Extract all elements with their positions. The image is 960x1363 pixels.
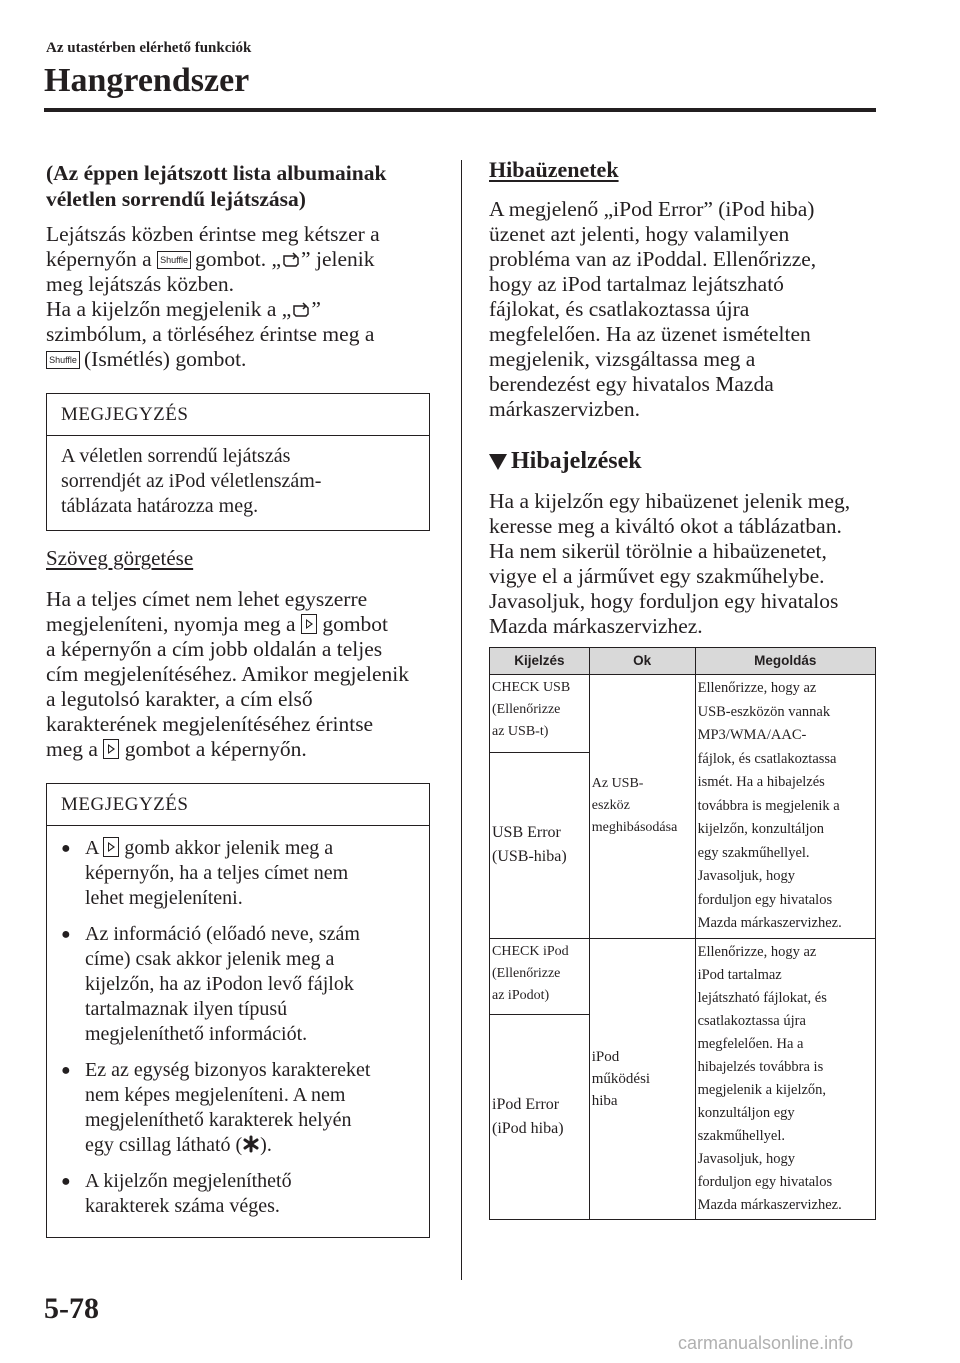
text-line: [46, 612, 446, 637]
note-bullet: [61, 836, 415, 911]
cell-line: hibajelzés továbbra is: [697, 1058, 824, 1075]
text-fragment: meg a: [46, 737, 98, 761]
table-header-row: [490, 648, 876, 675]
cause-cell: [589, 938, 695, 1219]
page-title: Hangrendszer: [44, 62, 250, 99]
text-line: [85, 836, 348, 861]
text-line: Ha nem sikerül törölnie a hibaüzenetet,: [489, 539, 827, 563]
text-line: berendezést egy hivatalos Mazda: [489, 372, 774, 396]
text-fragment: gomb akkor jelenik meg a: [124, 837, 334, 859]
cell-line: iPod tartalmaz: [697, 966, 782, 983]
cell-line: Az USB-: [591, 776, 644, 792]
text-line: nem képes megjeleníteni. A nem: [85, 1084, 346, 1106]
text-line: márkaszervizben.: [489, 397, 641, 421]
scroll-paragraph: [46, 587, 446, 762]
cell-line: forduljon egy hivatalos: [697, 891, 833, 908]
text-line: vigye el a járművet egy szakműhelybe.: [489, 564, 825, 588]
repeat-icon: [291, 302, 311, 318]
text-fragment: Ha a kijelzőn megjelenik a „: [46, 297, 292, 321]
cell-line: (iPod hiba): [492, 1119, 564, 1137]
cell-line: kijelzőn, konzultáljon: [697, 821, 825, 837]
cell-line: iPod: [591, 1048, 620, 1065]
cell-line: CHECK iPod: [492, 943, 569, 959]
error-messages-heading: Hibaüzenetek: [489, 157, 619, 182]
cell-line: ismét. Ha a hibajelzés: [697, 774, 825, 790]
text-line: A kijelzőn megjeleníthető: [85, 1170, 292, 1192]
text-line: cím megjelenítéséhez. Amikor megjelenik: [46, 662, 409, 686]
cell-line: szakműhellyel.: [697, 1127, 785, 1144]
text-line: karakterének megjelenítéséhez érintse: [46, 712, 374, 736]
cell-line: az USB-t): [492, 724, 549, 739]
scroll-arrow-icon: [103, 837, 119, 857]
cell-line: (Ellenőrizze: [492, 965, 561, 981]
solution-cell: [695, 675, 875, 939]
section-label: Az utastérben elérhető funkciók: [46, 40, 252, 56]
shuffle-heading: (Az éppen lejátszott lista albumainak véletlen sorrendű lejátszása): [46, 161, 387, 211]
cell-line: megfelelően. Ha a: [697, 1035, 804, 1052]
display-cell: [490, 938, 590, 1015]
note-bullet: [61, 1169, 415, 1219]
cell-line: USB-eszközön vannak: [697, 703, 831, 720]
cell-line: Ellenőrizze, hogy az: [697, 680, 817, 696]
page-number: 5-78: [44, 1292, 99, 1325]
watermark: carmanualsonline.info: [678, 1333, 854, 1353]
text-line: Ha a teljes címet nem lehet egyszerre: [46, 587, 368, 611]
text-fragment: képernyőn a: [46, 247, 152, 271]
note-bullet: [61, 1058, 415, 1158]
shuffle-button-icon: Shuffle: [46, 351, 80, 369]
cell-line: egy szakműhellyel.: [697, 844, 810, 861]
text-fragment: ”: [311, 297, 321, 321]
diagnostics-heading-text: Hibajelzések: [511, 448, 642, 474]
note-body: [47, 826, 429, 1242]
cell-line: iPod Error: [492, 1095, 560, 1113]
note-box: [46, 393, 430, 531]
note-box: [46, 783, 430, 1238]
text-line: [46, 247, 446, 272]
text-fragment: gombot: [322, 612, 389, 636]
cell-line: Javasoljuk, hogy: [697, 1150, 796, 1167]
text-fragment: A: [85, 837, 99, 859]
column-header: Kijelzés: [490, 648, 590, 675]
note-heading: MEGJEGYZÉS: [47, 784, 429, 826]
text-line: Mazda márkaszervizhez.: [489, 614, 703, 638]
text-line: a képernyőn a cím jobb oldalán a teljes: [46, 637, 383, 661]
bullet-dot: ●: [61, 1173, 71, 1190]
note-body: [47, 436, 429, 531]
cell-line: fájlok, és csatlakoztassa: [697, 750, 837, 767]
cell-line: MP3/WMA/AAC-: [697, 727, 807, 743]
display-cell: [490, 753, 590, 938]
cell-line: megjelenik a kijelzőn,: [697, 1081, 827, 1098]
scroll-arrow-icon: [301, 614, 317, 634]
text-line: üzenet azt jelenti, hogy valamilyen: [489, 222, 790, 246]
text-line: [46, 737, 446, 762]
diagnostics-paragraph: [489, 489, 889, 639]
error-table: [489, 647, 876, 1220]
display-cell: [490, 1015, 590, 1219]
text-line: [85, 1133, 370, 1158]
bullet-dot: ●: [61, 926, 71, 943]
cell-line: Javasoljuk, hogy: [697, 868, 796, 884]
note-line: sorrendjét az iPod véletlenszám-: [61, 470, 322, 492]
text-line: képernyőn, ha a teljes címet nem: [85, 862, 349, 884]
text-fragment: (Ismétlés) gombot.: [84, 347, 247, 371]
text-line: megjeleníthető információt.: [85, 1023, 308, 1045]
text-line: Ha a kijelzőn egy hibaüzenet jelenik meg,: [489, 489, 851, 513]
text-line: Az információ (előadó neve, szám: [85, 923, 360, 945]
text-line: kijelzőn, ha az iPodon levő fájlok: [85, 973, 354, 995]
text-line: probléma van az iPoddal. Ellenőrizze,: [489, 247, 817, 271]
text-fragment: ” jelenik: [301, 247, 375, 271]
text-line: szimbólum, a törléséhez érintse meg a: [46, 322, 375, 346]
cell-line: USB Error: [492, 824, 561, 842]
cell-line: konzultáljon egy: [697, 1104, 795, 1121]
text-line: meg lejátszás közben.: [46, 272, 235, 296]
cell-line: eszköz: [591, 798, 630, 814]
cell-line: az iPodot): [492, 987, 550, 1003]
triangle-marker-icon: [489, 454, 507, 470]
text-line: Ez az egység bizonyos karaktereket: [85, 1059, 371, 1081]
cell-line: forduljon egy hivatalos: [697, 1173, 833, 1190]
text-line: Lejátszás közben érintse meg kétszer a: [46, 222, 380, 246]
text-line: a legutolsó karakter, a cím első: [46, 687, 313, 711]
shuffle-paragraph: [46, 222, 446, 372]
text-line: [46, 297, 446, 322]
text-fragment: gombot. „: [195, 247, 282, 271]
cause-cell: [589, 675, 695, 939]
bullet-dot: ●: [61, 840, 71, 857]
shuffle-button-icon: Shuffle: [157, 251, 191, 269]
text-line: lehet megjeleníteni.: [85, 887, 243, 909]
table-row: [490, 675, 876, 753]
text-line: Javasoljuk, hogy forduljon egy hivatalos: [489, 589, 839, 613]
repeat-icon: [281, 252, 301, 268]
cell-line: lejátszható fájlokat, és: [697, 989, 827, 1006]
table-row: [490, 938, 876, 1015]
text-fragment: gombot a képernyőn.: [124, 737, 307, 761]
cell-line: (Ellenőrizze: [492, 702, 561, 717]
asterisk-icon: [242, 1135, 260, 1153]
column-header: Ok: [589, 648, 695, 675]
cell-line: működési: [591, 1070, 651, 1087]
cell-line: Ellenőrizze, hogy az: [697, 943, 817, 960]
solution-cell: [695, 938, 875, 1219]
text-line: hogy az iPod tartalmaz lejátszható: [489, 272, 784, 296]
cell-line: (USB-hiba): [492, 848, 567, 866]
text-line: megjeleníthető karakterek helyén: [85, 1109, 352, 1131]
text-fragment: ).: [260, 1134, 272, 1156]
diagnostics-heading: [489, 448, 642, 475]
cell-line: Mazda márkaszervizhez.: [697, 1196, 842, 1213]
title-rule: [44, 108, 876, 112]
note-bullet: [61, 922, 415, 1047]
text-line: megjelenik, vizsgáltassa meg a: [489, 347, 756, 371]
cell-line: hiba: [591, 1092, 618, 1109]
text-line: karakterek száma véges.: [85, 1195, 280, 1217]
text-line: tartalmaznak ilyen típusú: [85, 998, 288, 1020]
cell-line: csatlakoztassa újra: [697, 1012, 806, 1029]
text-line: címe) csak akkor jelenik meg a: [85, 948, 335, 970]
column-header: Megoldás: [695, 648, 875, 675]
cell-line: meghibásodása: [591, 820, 678, 836]
note-heading: MEGJEGYZÉS: [47, 394, 429, 436]
text-line: [46, 347, 446, 372]
scroll-arrow-icon: [103, 739, 119, 759]
cell-line: CHECK USB: [492, 680, 571, 695]
scroll-heading: Szöveg görgetése: [46, 546, 194, 570]
column-divider: [461, 160, 462, 1280]
cell-line: továbbra is megjelenik a: [697, 797, 840, 814]
text-fragment: egy csillag látható (: [85, 1134, 243, 1156]
display-cell: [490, 675, 590, 753]
text-line: keresse meg a kiváltó okot a táblázatban.: [489, 514, 842, 538]
note-line: táblázata határozza meg.: [61, 495, 259, 517]
text-fragment: megjeleníteni, nyomja meg a: [46, 612, 296, 636]
cell-line: Mazda márkaszervizhez.: [697, 915, 842, 931]
note-line: A véletlen sorrendű lejátszás: [61, 445, 291, 467]
error-messages-paragraph: [489, 197, 879, 422]
bullet-dot: ●: [61, 1062, 71, 1079]
text-line: megfelelően. Ha az üzenet ismételten: [489, 322, 811, 346]
text-line: fájlokat, és csatlakoztassa újra: [489, 297, 750, 321]
text-line: A megjelenő „iPod Error” (iPod hiba): [489, 197, 815, 221]
